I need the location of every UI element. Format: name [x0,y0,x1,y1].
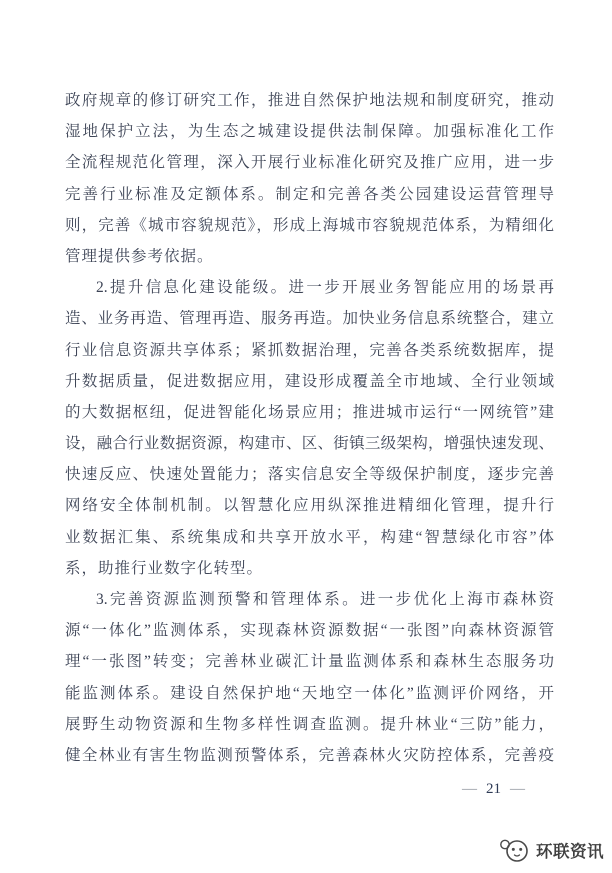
page-number-value: 21 [486,781,501,797]
text-line: 的大数据枢纽，促进智能化场景应用；推进城市运行“一网统管”建 [65,403,554,421]
text-line: 升数据质量，促进数据应用，建设形成覆盖全市地域、全行业领域 [65,372,554,390]
text-line: 则，完善《城市容貌规范》，形成上海城市容貌规范体系，为精细化 [65,216,554,234]
text-line: 网络安全体制机制。以智慧化应用纵深推进精细化管理，提升行 [65,497,554,515]
text-line: 设，融合行业数据资源，构建市、区、街镇三级架构，增强快速发现、 [65,435,554,453]
panda-logo-icon [497,836,531,864]
text-line: 业数据汇集、系统集成和共享开放水平，构建“智慧绿化市容”体 [65,528,554,546]
text-line: 完善行业标准及定额体系。制定和完善各类公园建设运营管理导 [65,185,554,203]
text-line: 健全林业有害生物监测预警体系，完善森林火灾防控体系，完善疫 [65,746,554,764]
text-line: 理“一张图”转变；完善林业碳汇计量监测体系和森林生态服务功 [65,653,554,671]
text-line: 湿地保护立法，为生态之城建设提供法制保障。加强标准化工作 [65,123,554,141]
text-line: 管理提供参考依据。 [65,247,214,265]
text-block [65,85,554,771]
text-line: 政府规章的修订研究工作，推进自然保护地法规和制度研究，推动 [65,92,554,109]
brand-logo [497,836,604,864]
page-number [462,779,525,799]
text-line: 能监测体系。建设自然保护地“天地空一体化”监测评价网络，开 [65,684,554,702]
brand-name: 环联资讯 [536,843,604,861]
text-line: 全流程规范化管理，深入开展行业标准化研究及推广应用，进一步 [65,154,554,172]
page-number-dash-right: — [510,781,525,797]
text-line: 系，助推行业数字化转型。 [65,559,264,577]
text-line: 快速反应、快速处置能力；落实信息安全等级保护制度，逐步完善 [65,466,554,484]
text-line: 行业信息资源共享体系；紧抓数据治理，完善各类系统数据库，提 [65,341,554,359]
text-line: 展野生动物资源和生物多样性调查监测。提升林业“三防”能力， [65,715,554,733]
text-line: 造、业务再造、管理再造、服务再造。加快业务信息系统整合，建立 [65,310,554,328]
text-line: 源“一体化”监测体系，实现森林资源数据“一张图”向森林资源管 [65,622,554,640]
text-line: 3.完善资源监测预警和管理体系。进一步优化上海市森林资 [96,591,554,608]
text-line: 2.提升信息化建设能级。进一步开展业务智能应用的场景再 [96,279,554,297]
page-number-dash-left: — [462,781,477,797]
